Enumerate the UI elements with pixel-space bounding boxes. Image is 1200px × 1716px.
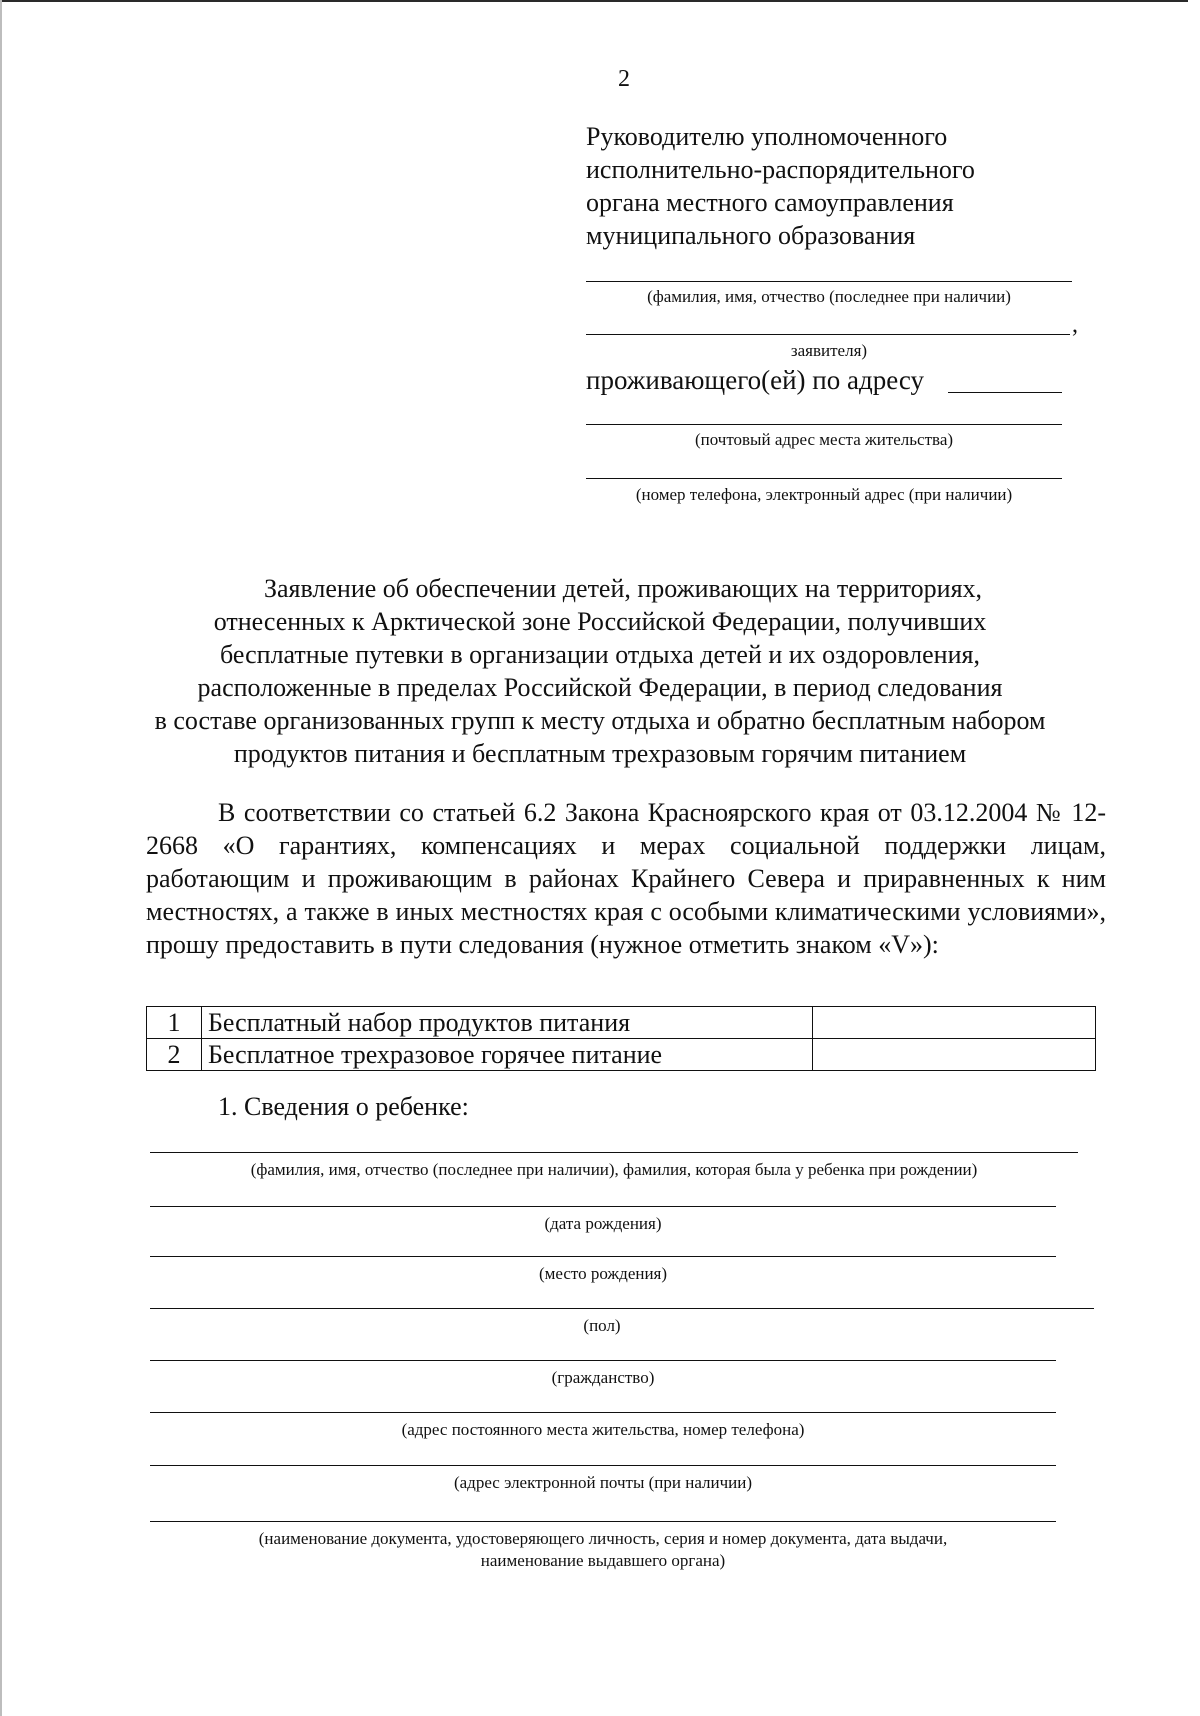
address-label: проживающего(ей) по адресу: [586, 365, 924, 395]
option-mark-cell[interactable]: [813, 1007, 1096, 1039]
addressee-block: [586, 120, 1086, 252]
option-label: Бесплатное трехразовое горячее питание: [202, 1039, 813, 1071]
child-fio-line[interactable]: [150, 1152, 1078, 1153]
scan-edge-top: [0, 0, 1188, 2]
applicant-name-line[interactable]: [586, 281, 1072, 282]
option-number: 1: [147, 1007, 202, 1039]
table-row: [147, 1007, 1096, 1039]
email-line[interactable]: [150, 1465, 1056, 1466]
gender-line[interactable]: [150, 1308, 1094, 1309]
application-title: [80, 572, 1120, 770]
id-document-line[interactable]: [150, 1521, 1056, 1522]
citizenship-line[interactable]: [150, 1360, 1056, 1361]
birth-date-line[interactable]: [150, 1206, 1056, 1207]
request-paragraph: В соответствии со статьей 6.2 Закона Красноярского края от 03.12.2004 № 12-2668 «О гарантиях, компенсациях и мерах социальной поддержки лицам, работающим и проживающим в районах Крайнего Севера и приравненных к ним местностях, а также в иных местностях края с особыми климатическими условиями», прошу предоставить в пути следования (нужное отметить знаком «V»):: [146, 798, 1106, 959]
title-line: Заявление об обеспечении детей, проживающих на территориях,: [263, 574, 983, 603]
phone-caption: (номер телефона, электронный адрес (при наличии): [635, 485, 1013, 504]
addressee-line: Руководителю уполномоченного: [586, 122, 948, 151]
title-line: в составе организованных групп к месту отдыха и обратно бесплатным набором: [154, 706, 1046, 735]
option-mark-cell[interactable]: [813, 1039, 1096, 1071]
residence-line[interactable]: [150, 1412, 1056, 1413]
applicant-caption: заявителя): [790, 341, 868, 360]
phone-email-line[interactable]: [586, 478, 1062, 479]
citizenship-caption: (гражданство): [551, 1368, 655, 1387]
title-line: продуктов питания и бесплатным трехразовым горячим питанием: [233, 739, 967, 768]
postal-caption: (почтовый адрес места жительства): [694, 430, 954, 449]
child-section-heading: 1. Сведения о ребенке:: [218, 1092, 469, 1121]
birth-place-line[interactable]: [150, 1256, 1056, 1257]
addressee-line: исполнительно-распорядительного: [586, 155, 975, 184]
option-number: 2: [147, 1039, 202, 1071]
title-line: отнесенных к Арктической зоне Российской Федерации, получивших: [213, 607, 987, 636]
options-table: [146, 1006, 1096, 1071]
birth-date-caption: (дата рождения): [544, 1214, 662, 1233]
title-line: бесплатные путевки в организации отдыха детей и их оздоровления,: [220, 640, 980, 669]
option-label: Бесплатный набор продуктов питания: [202, 1007, 813, 1039]
addressee-line: муниципального образования: [586, 221, 916, 250]
addressee-line: органа местного самоуправления: [586, 188, 954, 217]
page-number: 2: [618, 66, 630, 92]
email-caption: (адрес электронной почты (при наличии): [453, 1473, 753, 1492]
scan-edge-left: [0, 0, 2, 1716]
fio-caption: (фамилия, имя, отчество (последнее при наличии): [647, 287, 1011, 306]
title-line: расположенные в пределах Российской Федерации, в период следования: [197, 673, 1003, 702]
applicant-name-line-2[interactable]: [586, 334, 1070, 335]
id-document-caption-2: наименование выдавшего органа): [480, 1551, 726, 1570]
gender-caption: (пол): [583, 1316, 621, 1335]
table-row: [147, 1039, 1096, 1071]
address-field-line[interactable]: [948, 392, 1062, 393]
id-document-caption: (наименование документа, удостоверяющего личность, серия и номер документа, дата выдачи,: [258, 1529, 948, 1548]
line-comma: ,: [1072, 312, 1078, 338]
child-fio-caption: (фамилия, имя, отчество (последнее при наличии), фамилия, которая была у ребенка при рождении): [250, 1160, 978, 1179]
residence-caption: (адрес постоянного места жительства, номер телефона): [401, 1420, 805, 1439]
birth-place-caption: (место рождения): [538, 1264, 668, 1283]
postal-address-line[interactable]: [586, 424, 1062, 425]
